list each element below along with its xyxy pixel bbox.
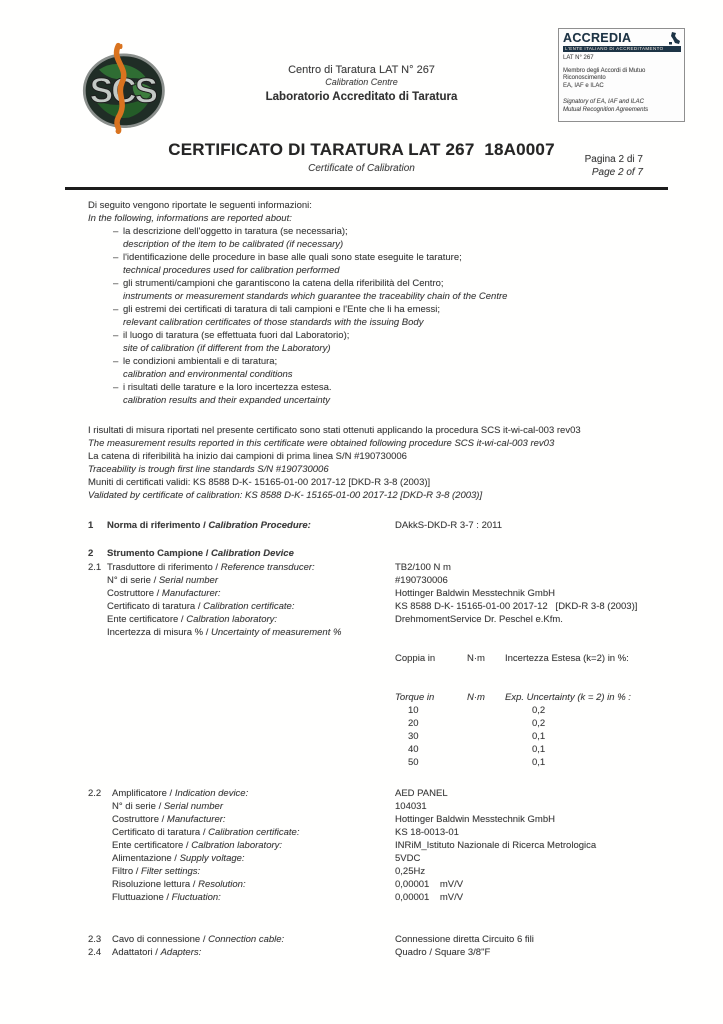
info-bullet-list [113, 225, 673, 407]
field-row [88, 852, 673, 865]
bullet-text-it: le condizioni ambientali e di taratura; [123, 356, 278, 367]
field-row [88, 891, 673, 904]
certificate-title: CERTIFICATO DI TARATURA LAT 267 18A0007 [168, 140, 555, 159]
bullet-text-en: instruments or measurement standards which guarantee the traceability chain of the Centre [123, 291, 508, 302]
field-value: #190730006 [395, 575, 448, 586]
section-2-heading: Strumento Campione / Calibration Device [107, 548, 294, 559]
page-number [585, 154, 643, 179]
bullet-item [113, 329, 673, 355]
field-row [88, 574, 673, 587]
field-row [88, 813, 673, 826]
torque-value: 40 [408, 744, 419, 755]
note-line-it: I risultati di misura riportati nel presente certificato sono stati ottenuti applicando la procedura SCS it-wi-cal-003 rev03 [88, 425, 581, 436]
accredia-signatory-line1: Signatory of EA, IAF and ILAC [563, 99, 644, 105]
field-row [88, 787, 673, 800]
section-1-heading: Norma di riferimento / Calibration Procedure: [107, 520, 311, 531]
bullet-text-en: relevant calibration certificates of those standards with the issuing Body [123, 317, 424, 328]
field-label: Filtro / Filter settings: [112, 866, 201, 877]
calibration-centre-title-it: Centro di Taratura LAT N° 267 [288, 64, 435, 76]
section-2-3-row [88, 933, 673, 946]
bullet-dash: – [113, 226, 119, 237]
intro-line-en: In the following, informations are reported about: [88, 213, 292, 224]
field-value: 0,00001 mV/V [395, 879, 464, 890]
field-value: KS 8588 D-K- 15165-01-00 2017-12 [DKD-R 3-8 (2003)] [395, 601, 638, 612]
torque-unit-label-en: N·m [467, 692, 485, 703]
bullet-dash: – [113, 252, 119, 263]
bullet-text-en: site of calibration (if different from the Laboratory) [123, 343, 331, 354]
field-value: DrehmomentService Dr. Peschel e.Kfm. [395, 614, 563, 625]
field-row [88, 626, 673, 691]
bullet-dash: – [113, 330, 119, 341]
section-2-4-row [88, 946, 673, 959]
section-1-heading-row [88, 519, 673, 532]
torque-value: 20 [408, 718, 419, 729]
bullet-dash: – [113, 304, 119, 315]
field-row [88, 561, 673, 574]
field-row [88, 865, 673, 878]
torque-unit-label: N·m [467, 653, 485, 664]
field-label: Cavo di connessione / Connection cable: [112, 934, 285, 945]
field-label: Fluttuazione / Fluctuation: [112, 892, 221, 903]
bullet-dash: – [113, 278, 119, 289]
section-2-1 [88, 561, 673, 769]
bullet-item [113, 277, 673, 303]
bullet-text-it: il luogo di taratura (se effettuata fuori dal Laboratorio); [123, 330, 350, 341]
uncertainty-col-label: Incertezza Estesa (k=2) in %: [505, 653, 629, 664]
field-row [88, 613, 673, 626]
field-value: 5VDC [395, 853, 421, 864]
field-label: Certificato di taratura / Calibration certificate: [107, 601, 295, 612]
field-label: Incertezza di misura % / Uncertainty of measurement % [107, 627, 342, 638]
procedure-notes [88, 424, 673, 502]
title-block [0, 140, 723, 190]
field-label: Trasduttore di riferimento / Reference transducer: [107, 562, 315, 573]
torque-value: 10 [408, 705, 419, 716]
field-value: Hottinger Baldwin Messtechnik GmbH [395, 588, 555, 599]
bullet-item [113, 225, 673, 251]
field-label: Alimentazione / Supply voltage: [112, 853, 245, 864]
section-1-value: DAkkS-DKD-R 3-7 : 2011 [395, 520, 502, 531]
field-value: 0,25Hz [395, 866, 426, 877]
divider-rule [65, 187, 668, 190]
bullet-text-en: calibration results and their expanded uncertainty [123, 395, 331, 406]
field-value: Connessione diretta Circuito 6 fili [395, 934, 534, 945]
note-line-en: Validated by certificate of calibration: KS 8588 D-K- 15165-01-00 2017-12 [DKD-R 3-8 (2003)] [88, 490, 483, 501]
accredia-accreditation-mark [558, 28, 685, 122]
section-2-2 [88, 787, 673, 904]
field-row [88, 587, 673, 600]
field-label: Risoluzione lettura / Resolution: [112, 879, 246, 890]
uncertainty-col-label-en: Exp. Uncertainty (k = 2) in % : [505, 692, 631, 703]
field-value: Quadro / Square 3/8"F [395, 947, 491, 958]
torque-table-header-en [395, 691, 673, 704]
accredia-brand: ACCREDIA [563, 31, 632, 45]
field-row [88, 839, 673, 852]
field-value: AED PANEL [395, 788, 448, 799]
uncertainty-value: 0,2 [532, 705, 546, 716]
bullet-text-it: gli strumenti/campioni che garantiscono la catena della riferibilità del Centro; [123, 278, 444, 289]
bullet-text-en: calibration and environmental conditions [123, 369, 293, 380]
accredia-signatory-line2: Mutual Recognition Agreements [563, 106, 649, 113]
section-2-2-number: 2.2 [88, 788, 102, 799]
field-value: TB2/100 N m [395, 562, 451, 573]
page-number-en: Page 2 of 7 [591, 166, 643, 178]
accredia-member-line3: EA, IAF e ILAC [563, 82, 604, 89]
bullet-text-it: la descrizione dell'oggetto in taratura (se necessaria); [123, 226, 348, 237]
field-label: N° di serie / Serial number [112, 801, 223, 812]
italy-icon [668, 32, 681, 45]
bullet-text-en: description of the item to be calibrated (if necessary) [123, 239, 344, 250]
torque-table-row [395, 756, 673, 769]
accredia-member-line2: Riconoscimento [563, 75, 606, 81]
field-label: Certificato di taratura / Calibration certificate: [112, 827, 300, 838]
field-label: N° di serie / Serial number [107, 575, 218, 586]
uncertainty-value: 0,1 [532, 731, 546, 742]
bullet-text-it: gli estremi dei certificati di taratura di tali campioni e l'Ente che li ha emessi; [123, 304, 441, 315]
accredia-details [559, 52, 684, 114]
torque-table-row [395, 704, 673, 717]
certificate-subtitle: Certificate of Calibration [308, 163, 415, 174]
bullet-dash: – [113, 356, 119, 367]
page-number-it: Pagina 2 di 7 [584, 154, 643, 165]
bullet-dash: – [113, 382, 119, 393]
note-line-it: Muniti di certificati validi: KS 8588 D-K- 15165-01-00 2017-12 [DKD-R 3-8 (2003)] [88, 477, 431, 488]
section-2-4-number: 2.4 [88, 947, 102, 958]
field-label: Adattatori / Adapters: [112, 947, 202, 958]
torque-table-row [395, 717, 673, 730]
field-value: INRiM_Istituto Nazionale di Ricerca Metrologica [395, 840, 597, 851]
section-2-number: 2 [88, 548, 94, 559]
field-row [88, 826, 673, 839]
torque-value: 30 [408, 731, 419, 742]
note-line-it: La catena di riferibilità ha inizio dai campioni di prima linea S/N #190730006 [88, 451, 407, 462]
bullet-item [113, 381, 673, 407]
bullet-text-en: technical procedures used for calibration performed [123, 265, 340, 276]
calibration-centre-title-en: Calibration Centre [325, 77, 398, 87]
scs-logo-text: SCS [89, 71, 157, 111]
note-line-en: The measurement results reported in this certificate were obtained following procedure SCS it-wi-cal-003 rev03 [88, 438, 555, 449]
field-label: Amplificatore / Indication device: [112, 788, 249, 799]
field-row [88, 878, 673, 891]
section-1-number: 1 [88, 520, 94, 531]
uncertainty-value: 0,1 [532, 757, 546, 768]
uncertainty-value: 0,1 [532, 744, 546, 755]
uncertainty-value: 0,2 [532, 718, 546, 729]
torque-col-label: Coppia in [395, 653, 436, 664]
accredia-member-line1: Membro degli Accordi di Mutuo [563, 67, 646, 74]
field-row [88, 800, 673, 813]
field-label: Ente certificatore / Calbration laboratory: [107, 614, 278, 625]
section-2-heading-row [88, 547, 673, 560]
section-2-3-number: 2.3 [88, 934, 102, 945]
field-row [88, 600, 673, 613]
field-label: Costruttore / Manufacturer: [112, 814, 226, 825]
bullet-text-it: i risultati delle tarature e la loro incertezza estesa. [123, 382, 332, 393]
field-label: Ente certificatore / Calbration laboratory: [112, 840, 283, 851]
intro-line-it: Di seguito vengono riportate le seguenti informazioni: [88, 200, 312, 211]
torque-col-label-en: Torque in [395, 692, 435, 703]
accredited-lab-title: Laboratorio Accreditato di Taratura [265, 91, 458, 103]
torque-table-row [395, 730, 673, 743]
field-value: Hottinger Baldwin Messtechnik GmbH [395, 814, 555, 825]
bullet-item [113, 355, 673, 381]
bullet-text-it: l'identificazione delle procedure in base alle quali sono state eseguite le tarature; [123, 252, 462, 263]
bullet-item [113, 303, 673, 329]
accredia-tagline: L'ENTE ITALIANO DI ACCREDITAMENTO [563, 46, 681, 52]
document-body [88, 199, 673, 959]
field-value: 104031 [395, 801, 427, 812]
accredia-lat-number: LAT N° 267 [563, 55, 594, 61]
bullet-item [113, 251, 673, 277]
torque-table-header-it [395, 652, 673, 665]
accredia-header [559, 29, 684, 45]
field-value: 0,00001 mV/V [395, 892, 464, 903]
torque-table-row [395, 743, 673, 756]
section-2-1-number: 2.1 [88, 562, 102, 573]
field-label: Costruttore / Manufacturer: [107, 588, 221, 599]
field-value: KS 18-0013-01 [395, 827, 459, 838]
torque-value: 50 [408, 757, 419, 768]
note-line-en: Traceability is trough first line standards S/N #190730006 [88, 464, 329, 475]
